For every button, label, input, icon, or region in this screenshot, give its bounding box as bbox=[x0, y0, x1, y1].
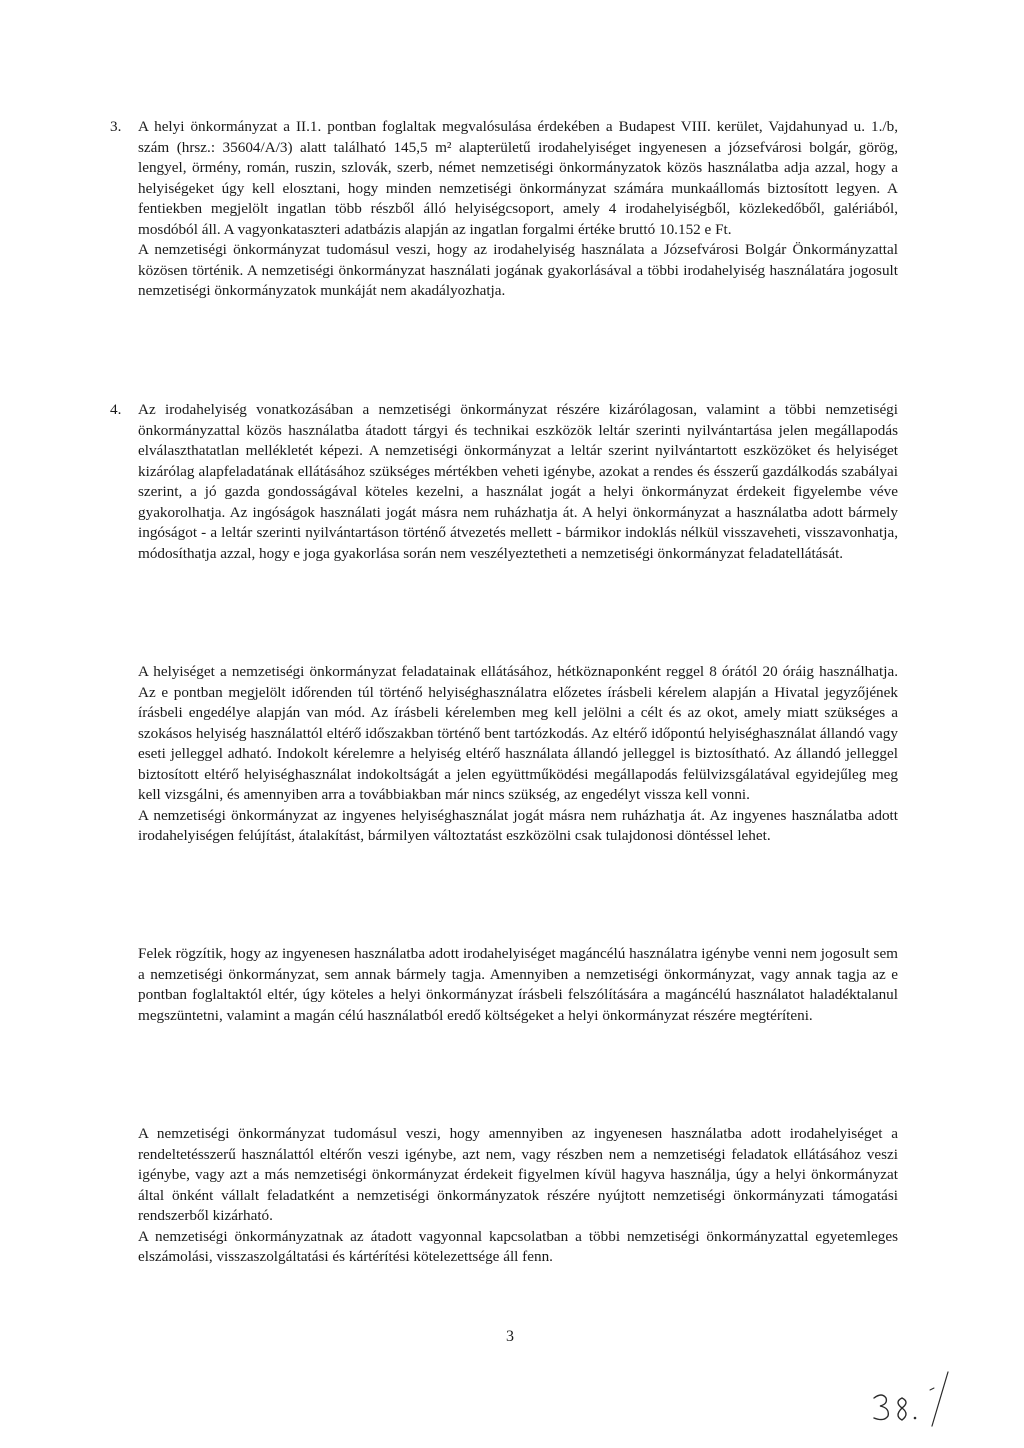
paragraph: A nemzetiségi önkormányzat az ingyenes helyiséghasználat jogát másra nem ruházhatja át. Az ingyenes használatba adott irodahelyiségen felújítást, átalakítást, bármilyen változtatást eszközölni csak tulajdonosi döntéssel lehet. bbox=[138, 806, 898, 844]
item-body bbox=[138, 944, 898, 1026]
numbered-item-4 bbox=[110, 400, 898, 564]
item-body bbox=[138, 117, 898, 302]
paragraph: Az irodahelyiség vonatkozásában a nemzetiségi önkormányzat részére kizárólagosan, valamint a többi nemzetiségi önkormányzattal közös használatba átadott tárgyi és technikai eszközök leltár szerinti nyilvántartása jelen megállapodás elválaszthatatlan mellékletét képezi. A nemzetiségi önkormányzat a leltár szerint nyilvántartott eszközöket és helyiséget kizárólag alapfeladatának ellátásához szükséges mértékben veheti igénybe, azokat a rendes és ésszerű gazdálkodás szabályai szerint, a jó gazda gondosságával köteles kezelni, a használat jogát a helyi önkormányzat érdekeit figyelembe véve gyakorolhatja. Az ingóságok használati jogát másra nem ruházhatja át. A helyi önkormányzat a használatba adott bármely ingóságot - a leltár szerinti nyilvántartáson történő átvezetés mellett - bármikor indoklás nélkül visszaveheti, visszavonhatja, módosíthatja azzal, hogy e joga gyakorlása során nem veszélyeztetheti a nemzetiségi önkormányzat feladatellátását. bbox=[138, 401, 898, 562]
paragraph: A nemzetiségi önkormányzat tudomásul veszi, hogy az irodahelyiség használata a Józsefvárosi Bolgár Önkormányzattal közösen történik. A nemzetiségi önkormányzat használati jogának gyakorlásával a többi irodahelyiség használatára jogosult nemzetiségi önkormányzatok munkáját nem akadályozhatja. bbox=[138, 241, 898, 299]
paragraph: A nemzetiségi önkormányzat tudomásul veszi, hogy amennyiben az ingyenesen használatba adott irodahelyiséget a rendeltetésszerű használattól eltérőn veszi igénybe, azt nem, vagy részben nem a nemzetiségi feladatok ellátásához veszi igénybe, vagy azt a más nemzetiségi önkormányzat érdekeit figyelmen kívül hagyva használja, úgy a helyi önkormányzat által önként vállalt feladatként a nemzetiségi önkormányzatok részére nyújtott nemzetiségi önkormányzati támogatási rendszerből kizárható. bbox=[138, 1125, 898, 1224]
section-item-4-private-use bbox=[110, 944, 898, 1026]
page-number: 3 bbox=[506, 1328, 514, 1345]
paragraph: A helyiséget a nemzetiségi önkormányzat feladatainak ellátásához, hétköznaponként reggel 8 órától 20 óráig használhatja. Az e pontban megjelölt időrenden túl történő helyiséghasználatra előzetes írásbeli kérelem alapján a Hivatal jegyzőjének írásbeli engedélye alapján van mód. Az írásbeli kérelemben meg kell jelölni a célt és az okot, amely miatt szükséges a szokásos helyiség használattól eltérő időszakban történő bent tartózkodás. Az eltérő időpontú helyiséghasználat állandó vagy eseti jelleggel adható. Indokolt kérelemre a helyiség eltérő használata állandó jelleggel is biztosítható. Az állandó jelleggel biztosított eltérő helyiséghasználat indokoltságát a jelen együttműködési megállapodás felülvizsgálatával egyidejűleg meg kell vizsgálni, és amennyiben arra a továbbiakban már nincs szükség, az engedélyt vissza kell vonni. bbox=[138, 663, 898, 803]
section-item-4-exclusion bbox=[110, 1124, 898, 1268]
paragraph: A helyi önkormányzat a II.1. pontban foglaltak megvalósulása érdekében a Budapest VIII. kerület, Vajdahunyad u. 1./b, szám (hrsz.: 35604/A/3) alatt található 145,5 m² alapterületű irodahelyiséget ingyenesen a józsefvárosi bolgár, görög, lengyel, örmény, román, ruszin, szlovák, szerb, német nemzetiségi önkormányzatok közös használatba adja azzal, hogy a helyiségeket úgy kell elosztani, hogy minden nemzetiségi önkormányzat számára munkaállomás biztosított legyen. A fentiekben megjelölt ingatlan több részből álló helyiségcsoport, amely 4 irodahelyiségből, közlekedőből, galériából, mosdóból áll. A vagyonkataszteri adatbázis alapján az ingatlan forgalmi értéke bruttó 10.152 e Ft. bbox=[138, 118, 898, 238]
item-body bbox=[138, 1124, 898, 1268]
section-item-4-hours bbox=[110, 662, 898, 847]
handwritten-page-mark bbox=[868, 1368, 958, 1428]
item-number: 3. bbox=[110, 118, 122, 135]
item-number: 4. bbox=[110, 401, 122, 418]
item-body bbox=[138, 662, 898, 847]
numbered-item-3 bbox=[110, 117, 898, 302]
item-body bbox=[138, 400, 898, 564]
paragraph: Felek rögzítik, hogy az ingyenesen használatba adott irodahelyiséget magáncélú használatra igénybe venni nem jogosult sem a nemzetiségi önkormányzat, sem annak bármely tagja. Amennyiben a nemzetiségi önkormányzat, vagy annak tagja az e pontban foglaltaktól eltér, úgy köteles a helyi önkormányzat írásbeli felszólítására a magáncélú használatot haladéktalanul megszüntetni, valamint a magán célú használatból eredő költségeket a helyi önkormányzat részére megtéríteni. bbox=[138, 945, 898, 1024]
paragraph: A nemzetiségi önkormányzatnak az átadott vagyonnal kapcsolatban a többi nemzetiségi önkormányzattal egyetemleges elszámolási, visszaszolgáltatási és kártérítési kötelezettsége áll fenn. bbox=[138, 1227, 898, 1265]
